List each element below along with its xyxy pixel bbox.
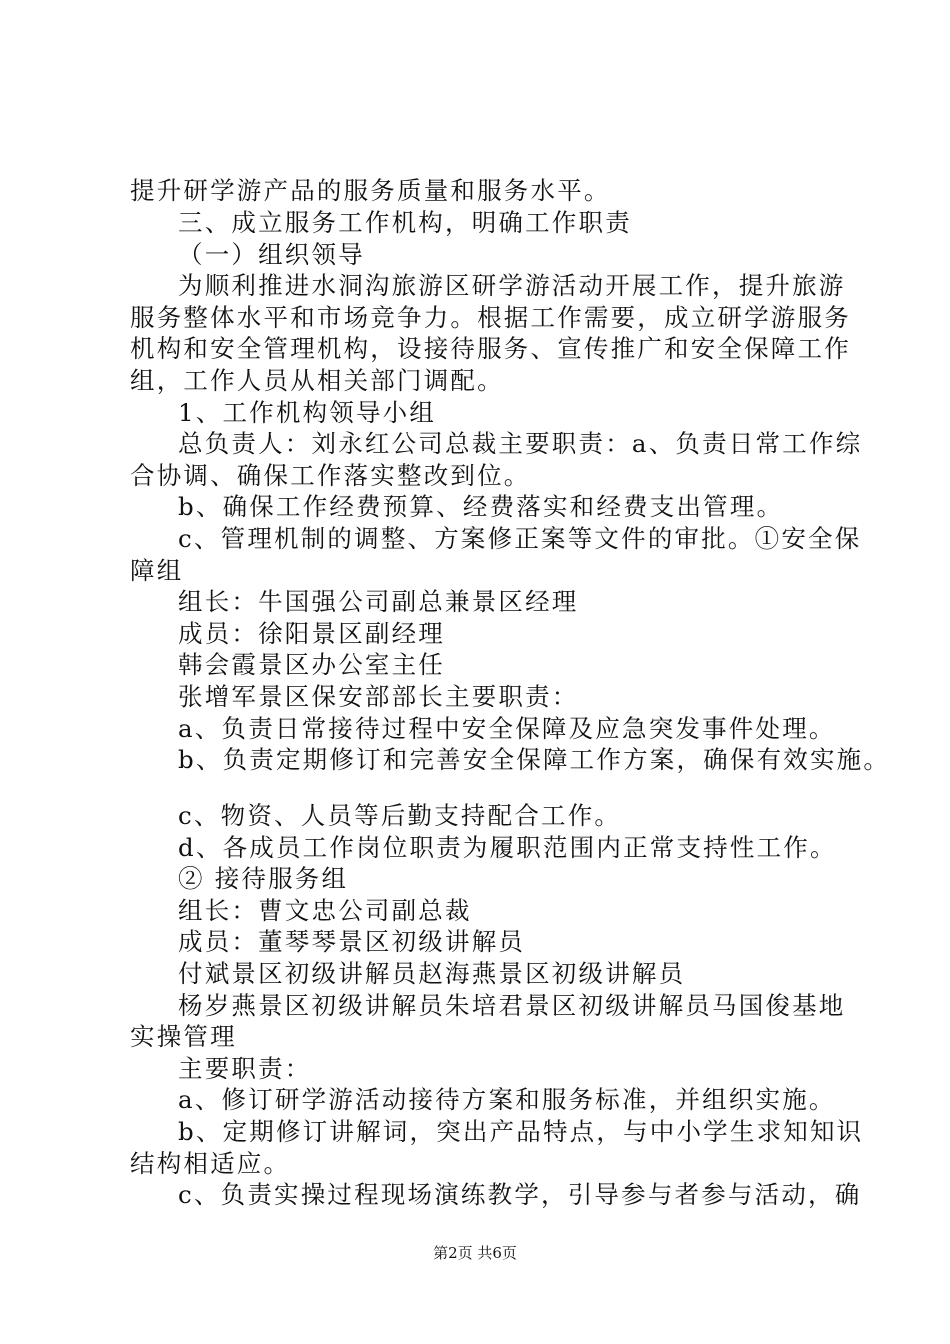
body-text-line: 韩会霞景区办公室主任 [178, 650, 445, 679]
body-text-line: c、管理机制的调整、方案修正案等文件的审批。①安全保 [178, 524, 862, 553]
body-text-line: 成员：徐阳景区副经理 [178, 619, 445, 648]
body-text-line: 主要职责： [178, 1054, 312, 1083]
body-text-line: 张增军景区保安部部长主要职责： [178, 682, 579, 711]
item-heading: 1、工作机构领导小组 [178, 398, 437, 427]
body-text-line: c、负责实操过程现场演练教学，引导参与者参与活动，确 [178, 1180, 862, 1209]
body-text-line: 组长：牛国强公司副总兼景区经理 [178, 587, 579, 616]
body-text-line: 成员：董琴琴景区初级讲解员 [178, 927, 526, 956]
body-text-line: a、负责日常接待过程中安全保障及应急突发事件处理。 [178, 714, 836, 743]
body-text-line: b、确保工作经费预算、经费落实和经费支出管理。 [178, 492, 784, 521]
body-text-line: ② 接待服务组 [178, 864, 349, 893]
body-text-line: 杨岁燕景区初级讲解员朱培君景区初级讲解员马国俊基地 [178, 991, 846, 1020]
body-text-line: 机构和安全管理机构，设接待服务、宣传推广和安全保障工作 [130, 334, 851, 363]
body-text-line: 实操管理 [130, 1022, 237, 1051]
body-text-line: 结构相适应。 [130, 1149, 291, 1178]
body-text-line: 总负责人：刘永红公司总裁主要职责：a、负责日常工作综 [178, 429, 863, 458]
section-heading: 三、成立服务工作机构，明确工作职责 [178, 208, 632, 237]
body-text-line: 付斌景区初级讲解员赵海燕景区初级讲解员 [178, 959, 686, 988]
body-text-line: 为顺利推进水洞沟旅游区研学游活动开展工作，提升旅游 [178, 271, 846, 300]
body-text-line: d、各成员工作岗位职责为履职范围内正常支持性工作。 [178, 833, 837, 862]
body-text-line: 组，工作人员从相关部门调配。 [130, 366, 504, 395]
body-text-line: 提升研学游产品的服务质量和服务水平。 [130, 176, 611, 205]
body-text-line: c、物资、人员等后勤支持配合工作。 [178, 801, 622, 830]
body-text-line: b、定期修订讲解词，突出产品特点，与中小学生求知知识 [178, 1117, 864, 1146]
body-text-line: 合协调、确保工作落实整改到位。 [130, 461, 531, 490]
subsection-heading: （一）组织领导 [178, 240, 365, 269]
body-text-line: 服务整体水平和市场竞争力。根据工作需要，成立研学游服务 [130, 303, 851, 332]
body-text-line: b、负责定期修订和完善安全保障工作方案，确保有效实施。 [178, 745, 891, 774]
page-footer: 第2页 共6页 [433, 1244, 517, 1262]
body-text-line: 组长：曹文忠公司副总裁 [178, 896, 472, 925]
body-text-line: a、修订研学游活动接待方案和服务标准，并组织实施。 [178, 1085, 836, 1114]
body-text-line: 障组 [130, 556, 184, 585]
